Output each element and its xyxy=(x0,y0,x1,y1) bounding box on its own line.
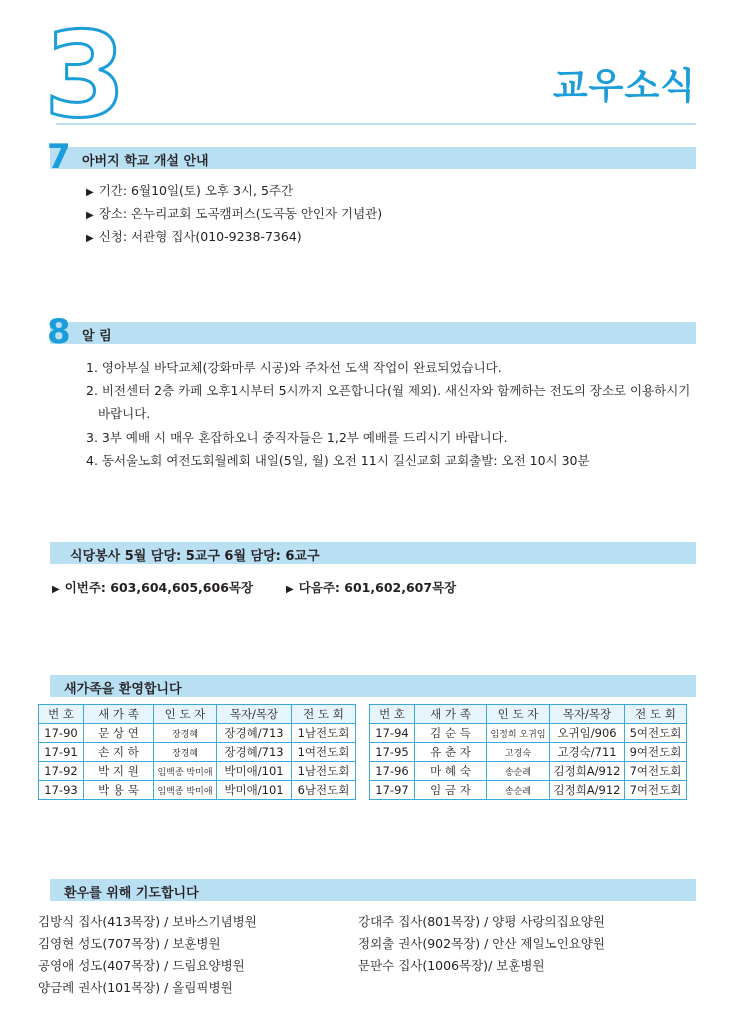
table-row: 17-92 박 지 원 임백종 박미애 박미애/101 1남전도회 xyxy=(39,762,356,781)
new-family-table-left xyxy=(38,704,356,800)
meal-next-week: ▶ 다음주: 601,602,607목장 xyxy=(286,580,457,595)
column-header: 새 가 족 xyxy=(84,705,154,724)
bullet-triangle-icon: ▶ xyxy=(86,187,94,198)
table-header-row xyxy=(39,705,356,724)
table-row: 17-91 손 지 하 장경혜 장경혜/713 1여전도회 xyxy=(39,743,356,762)
section-8-header-bar xyxy=(50,322,696,344)
bullet-triangle-icon: ▶ xyxy=(286,584,294,595)
page-title: 교우소식 xyxy=(552,66,696,107)
bullet-triangle-icon: ▶ xyxy=(86,210,94,221)
list-item: ▶ 기간: 6월10일(토) 오후 3시, 5주간 xyxy=(86,183,294,198)
table-row: 17-94 김 순 득 임정희 오귀임 오귀임/906 5여전도회 xyxy=(370,724,687,743)
table-row: 17-93 박 용 묵 임백종 박미애 박미애/101 6남전도회 xyxy=(39,781,356,800)
column-header: 전 도 회 xyxy=(292,705,356,724)
prayer-title: 환우를 위해 기도합니다 xyxy=(64,886,199,901)
svg-text:3: 3 xyxy=(44,18,127,122)
section-7-number: 7 xyxy=(47,137,71,177)
column-header: 번 호 xyxy=(39,705,84,724)
bullet-triangle-icon: ▶ xyxy=(52,584,60,595)
column-header: 번 호 xyxy=(370,705,415,724)
table-header-row xyxy=(370,705,687,724)
section-7-title: 아버지 학교 개설 안내 xyxy=(82,154,209,169)
meal-this-week: ▶ 이번주: 603,604,605,606목장 xyxy=(52,580,254,595)
new-family-title: 새가족을 환영합니다 xyxy=(64,682,182,697)
bullet-triangle-icon: ▶ xyxy=(86,233,94,244)
prayer-item: 공영애 성도(407목장) / 드림요양병원 xyxy=(38,958,245,973)
notice-item: 1. 영아부실 바닥교체(강화마루 시공)와 주차선 도색 작업이 완료되었습니다. xyxy=(86,360,502,375)
prayer-item: 김방식 집사(413목장) / 보바스기념병원 xyxy=(38,914,257,929)
column-header: 인 도 자 xyxy=(154,705,217,724)
title-divider xyxy=(56,123,696,125)
notice-item: 2. 비전센터 2층 카페 오후1시부터 5시까지 오픈합니다(월 제외). 새신자와 함께하는 전도의 장소로 이용하시기 xyxy=(86,383,691,398)
column-header: 새 가 족 xyxy=(415,705,487,724)
meal-service-title: 식당봉사 5월 담당: 5교구 6월 담당: 6교구 xyxy=(70,549,320,564)
notice-item: 3. 3부 예배 시 매우 혼잡하오니 중직자들은 1,2부 예배를 드리시기 바랍니다. xyxy=(86,430,508,445)
section-number-3-graphic xyxy=(40,18,136,122)
notice-item: 4. 동서울노회 여전도회월례회 내일(5일, 월) 오전 11시 길신교회 교회출발: 오전 10시 30분 xyxy=(86,453,590,468)
prayer-item: 문판수 집사(1006목장)/ 보훈병원 xyxy=(358,958,545,973)
list-item: ▶ 신청: 서관형 집사(010-9238-7364) xyxy=(86,229,302,244)
column-header: 전 도 회 xyxy=(625,705,687,724)
table-row: 17-96 마 혜 숙 송순례 김정희A/912 7여전도회 xyxy=(370,762,687,781)
table-row: 17-95 유 춘 자 고경숙 고경숙/711 9여전도회 xyxy=(370,743,687,762)
prayer-item: 김영현 성도(707목장) / 보훈병원 xyxy=(38,936,221,951)
list-item: ▶ 장소: 온누리교회 도곡캠퍼스(도곡동 안인자 기념관) xyxy=(86,206,383,221)
column-header: 목자/목장 xyxy=(550,705,625,724)
table-row: 17-97 임 금 자 송순례 김정희A/912 7여전도회 xyxy=(370,781,687,800)
prayer-item: 양금례 권사(101목장) / 올림픽병원 xyxy=(38,980,233,995)
column-header: 목자/목장 xyxy=(217,705,292,724)
column-header: 인 도 자 xyxy=(487,705,550,724)
notice-item-continuation: 바랍니다. xyxy=(98,406,151,421)
new-family-table-right xyxy=(369,704,687,800)
section-8-number: 8 xyxy=(47,312,71,352)
table-row: 17-90 문 상 연 장경혜 장경혜/713 1남전도회 xyxy=(39,724,356,743)
prayer-item: 정외출 권사(902목장) / 안산 제일노인요양원 xyxy=(358,936,605,951)
prayer-item: 강대주 집사(801목장) / 양평 사랑의집요양원 xyxy=(358,914,605,929)
section-8-title: 알 림 xyxy=(82,329,112,344)
